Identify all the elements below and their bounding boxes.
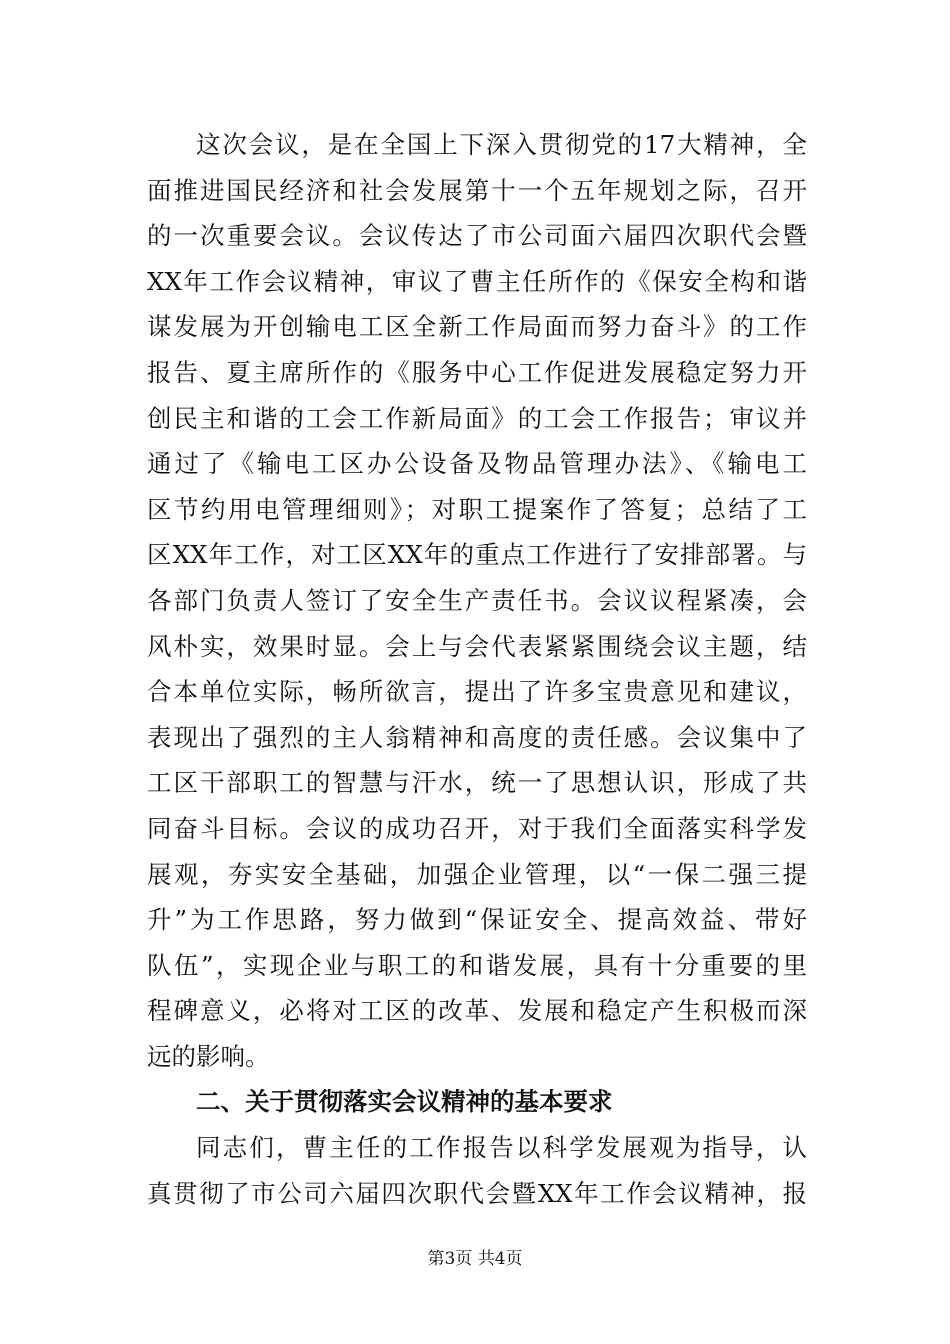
paragraph-line: 表现出了强烈的主人翁精神和高度的责任感。会议集中了 — [147, 722, 807, 752]
section-heading: 二、关于贯彻落实会议精神的基本要求 — [196, 1087, 613, 1117]
paragraph-line: 面推进国民经济和社会发展第十一个五年规划之际，召开 — [147, 175, 807, 205]
paragraph-line: 创民主和谐的工会工作新局面》的工会工作报告；审议并 — [147, 403, 807, 433]
paragraph-line: 合本单位实际，畅所欲言，提出了许多宝贵意见和建议， — [147, 677, 807, 707]
paragraph-line: 升”为工作思路，努力做到“保证安全、提高效益、带好 — [147, 905, 807, 935]
paragraph-line: 区节约用电管理细则》；对职工提案作了答复；总结了工 — [147, 494, 807, 524]
paragraph-line: 展观，夯实安全基础，加强企业管理，以“一保二强三提 — [147, 859, 807, 889]
paragraph-line: 谋发展为开创输电工区全新工作局面而努力奋斗》的工作 — [147, 312, 807, 342]
paragraph-line: 报告、夏主席所作的《服务中心工作促进发展稳定努力开 — [147, 357, 807, 387]
paragraph-line: 同奋斗目标。会议的成功召开，对于我们全面落实科学发 — [147, 813, 807, 843]
paragraph-line: 同志们，曹主任的工作报告以科学发展观为指导，认 — [196, 1133, 807, 1163]
paragraph-line: 风朴实，效果时显。会上与会代表紧紧围绕会议主题，结 — [147, 631, 807, 661]
page-number-footer: 第3页 共4页 — [427, 1249, 523, 1269]
paragraph-line: 各部门负责人签订了安全生产责任书。会议议程紧凑，会 — [147, 585, 807, 615]
paragraph-line: 远的影响。 — [147, 1041, 270, 1071]
paragraph-line: 区XX年工作，对工区XX年的重点工作进行了安排部署。与 — [147, 540, 807, 570]
paragraph-line: 真贯彻了市公司六届四次职代会暨XX年工作会议精神，报 — [147, 1178, 807, 1208]
paragraph-line: 的一次重要会议。会议传达了市公司面六届四次职代会暨 — [147, 221, 807, 251]
paragraph-line: XX年工作会议精神，审议了曹主任所作的《保安全构和谐 — [147, 266, 807, 296]
paragraph-line: 程碑意义，必将对工区的改革、发展和稳定产生积极而深 — [147, 996, 807, 1026]
paragraph-line: 通过了《输电工区办公设备及物品管理办法》、《输电工 — [147, 449, 807, 479]
paragraph-line: 队伍”，实现企业与职工的和谐发展，具有十分重要的里 — [147, 950, 807, 980]
body-text — [147, 122, 807, 1216]
paragraph-line: 这次会议，是在全国上下深入贯彻党的17大精神，全 — [196, 130, 807, 159]
paragraph-line: 工区干部职工的智慧与汗水，统一了思想认识，形成了共 — [147, 768, 807, 798]
